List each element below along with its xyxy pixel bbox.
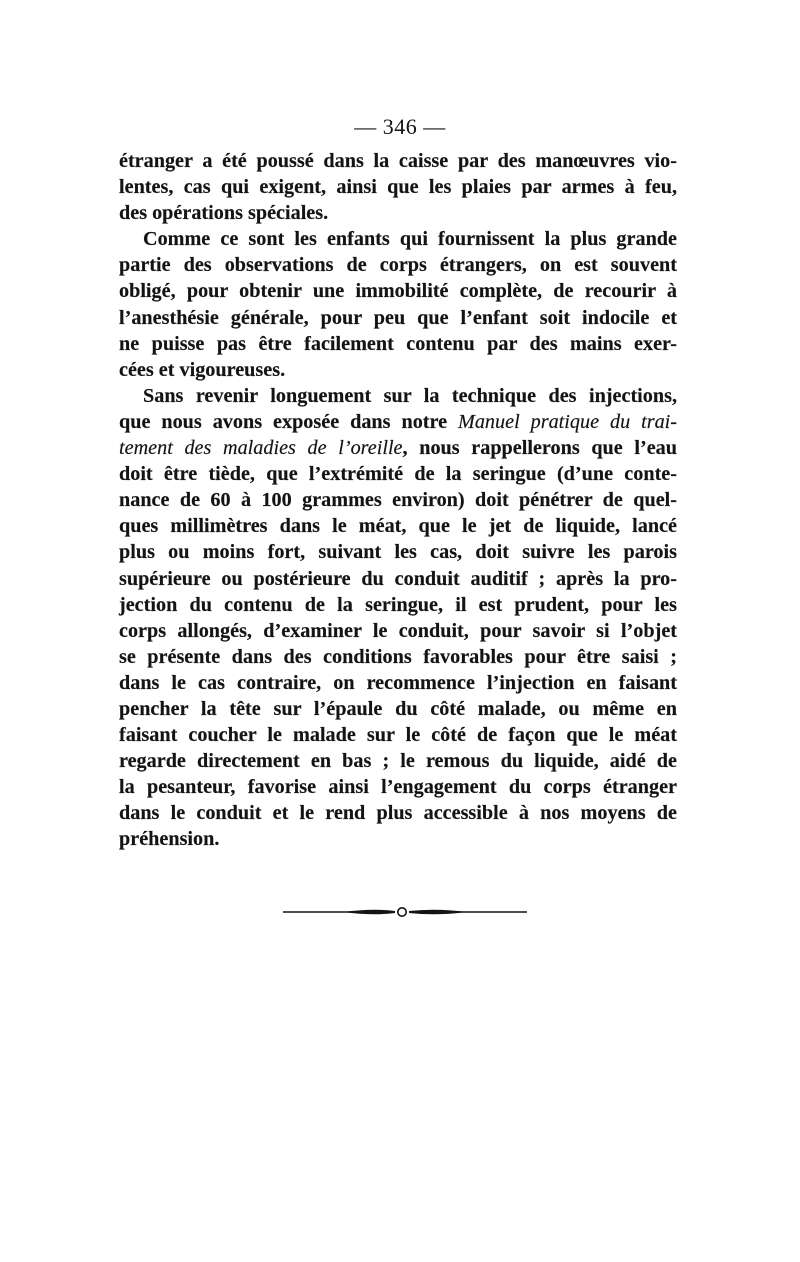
text-line: pencher la tête sur l’épaule du côté malade, ou même en	[119, 697, 677, 720]
paragraph	[119, 148, 677, 226]
text-line: obligé, pour obtenir une immobilité complète, de recourir à	[119, 280, 677, 303]
text-line: dans le cas contraire, on recommence l’injection en faisant	[119, 671, 677, 694]
text-line: se présente dans des conditions favorables pour être saisi ;	[119, 645, 677, 668]
text-line: ne puisse pas être facilement contenu par des mains exer-	[119, 332, 677, 355]
text-line: Comme ce sont les enfants qui fournissent la plus grande	[143, 228, 677, 251]
body-text	[119, 148, 677, 853]
text-line: des opérations spéciales.	[119, 202, 329, 225]
page-number: — 346 —	[354, 114, 446, 139]
italic-title: Manuel pratique du trai-	[458, 410, 678, 433]
text-line: supérieure ou postérieure du conduit auditif ; après la pro-	[119, 567, 677, 590]
text-line	[119, 409, 677, 435]
text-line: doit être tiède, que l’extrémité de la seringue (d’une conte-	[119, 463, 677, 486]
text-segment: , nous rappellerons que l’eau	[402, 437, 677, 460]
text-line	[119, 435, 677, 461]
text-line: ques millimètres dans le méat, que le jet de liquide, lancé	[119, 515, 677, 538]
text-line: partie des observations de corps étrangers, on est souvent	[119, 254, 677, 277]
text-line: Sans revenir longuement sur la technique des injections,	[143, 384, 677, 407]
text-line: corps allongés, d’examiner le conduit, pour savoir si l’objet	[119, 619, 677, 642]
text-line: regarde directement en bas ; le remous du liquide, aidé de	[119, 750, 677, 773]
tailpiece-ornament-icon	[283, 904, 527, 920]
text-line: cées et vigoureuses.	[119, 358, 286, 381]
text-line: la pesanteur, favorise ainsi l’engagement du corps étranger	[119, 776, 677, 799]
italic-title: tement des maladies de l’oreille	[119, 437, 403, 460]
text-line: lentes, cas qui exigent, ainsi que les plaies par armes à feu,	[119, 176, 677, 199]
paragraph	[119, 383, 677, 853]
paragraph	[119, 226, 677, 383]
text-line: nance de 60 à 100 grammes environ) doit pénétrer de quel-	[119, 489, 677, 512]
text-line: préhension.	[119, 828, 220, 851]
text-line: jection du contenu de la seringue, il est prudent, pour les	[119, 593, 677, 616]
text-line: l’anesthésie générale, pour peu que l’enfant soit indocile et	[119, 306, 677, 329]
text-segment: que nous avons exposée dans notre	[119, 410, 459, 433]
text-line: faisant coucher le malade sur le côté de façon que le méat	[119, 724, 677, 747]
text-line: plus ou moins fort, suivant les cas, doit suivre les parois	[119, 541, 677, 564]
text-line: étranger a été poussé dans la caisse par des manœuvres vio-	[119, 150, 677, 172]
text-line: dans le conduit et le rend plus accessible à nos moyens de	[119, 802, 677, 825]
